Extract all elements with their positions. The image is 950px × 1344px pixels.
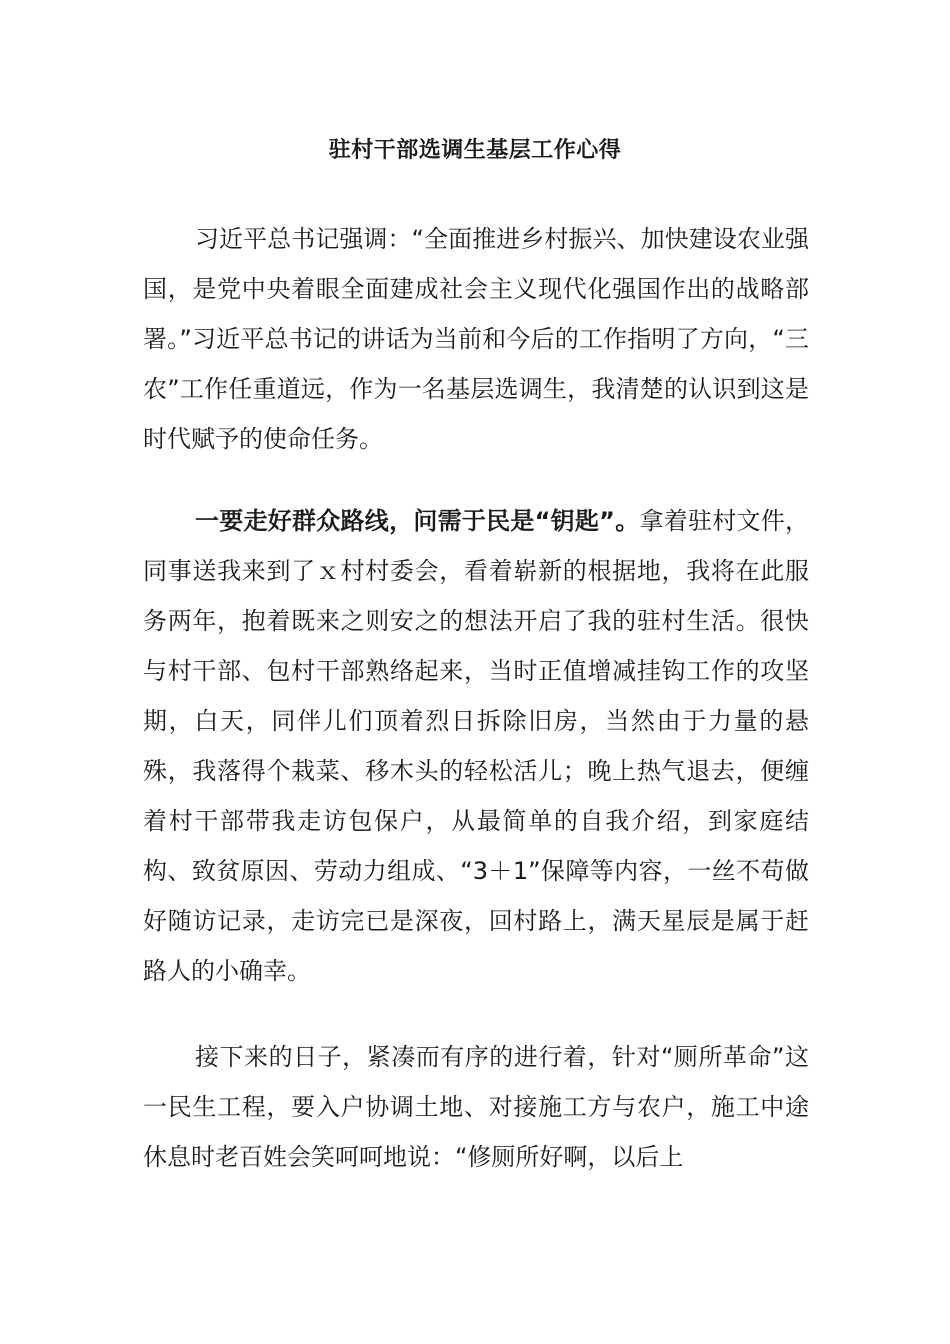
paragraph-2: [143, 496, 809, 996]
paragraph-3-text: 接下来的日子，紧凑而有序的进行着，针对“厕所革命”这一民生工程，要入户协调土地、对接施工方与农户，施工中途休息时老百姓会笑呵呵地说：“修厕所好啊，以后上: [143, 1043, 809, 1171]
paragraph-2-lead-heading: 一要走好群众路线，问需于民是“钥匙”。: [195, 507, 640, 535]
document-title: 驻村干部选调生基层工作心得: [328, 138, 622, 163]
paragraph-3: [143, 1032, 809, 1182]
paragraph-1-text: 习近平总书记强调：“全面推进乡村振兴、加快建设农业强国，是党中央着眼全面建成社会主义现代化强国作出的战略部署。”习近平总书记的讲话为当前和今后的工作指明了方向，“三农”工作任重道远，作为一名基层选调生，我清楚的认识到这是时代赋予的使命任务。: [143, 225, 809, 453]
paragraph-1: [143, 214, 809, 464]
paragraph-2-text: 拿着驻村文件，同事送我来到了ｘ村村委会，看着崭新的根据地，我将在此服务两年，抱着既来之则安之的想法开启了我的驻村生活。很快与村干部、包村干部熟络起来，当时正值增减挂钩工作的攻坚期，白天，同伴儿们顶着烈日拆除旧房，当然由于力量的悬殊，我落得个栽菜、移木头的轻松活儿；晚上热气退去，便缠着村干部带我走访包保户，从最简单的自我介绍，到家庭结构、致贫原因、劳动力组成、“3＋1”保障等内容，一丝不苟做好随访记录，走访完已是深夜，回村路上，满天星辰是属于赶路人的小确幸。: [143, 507, 810, 985]
